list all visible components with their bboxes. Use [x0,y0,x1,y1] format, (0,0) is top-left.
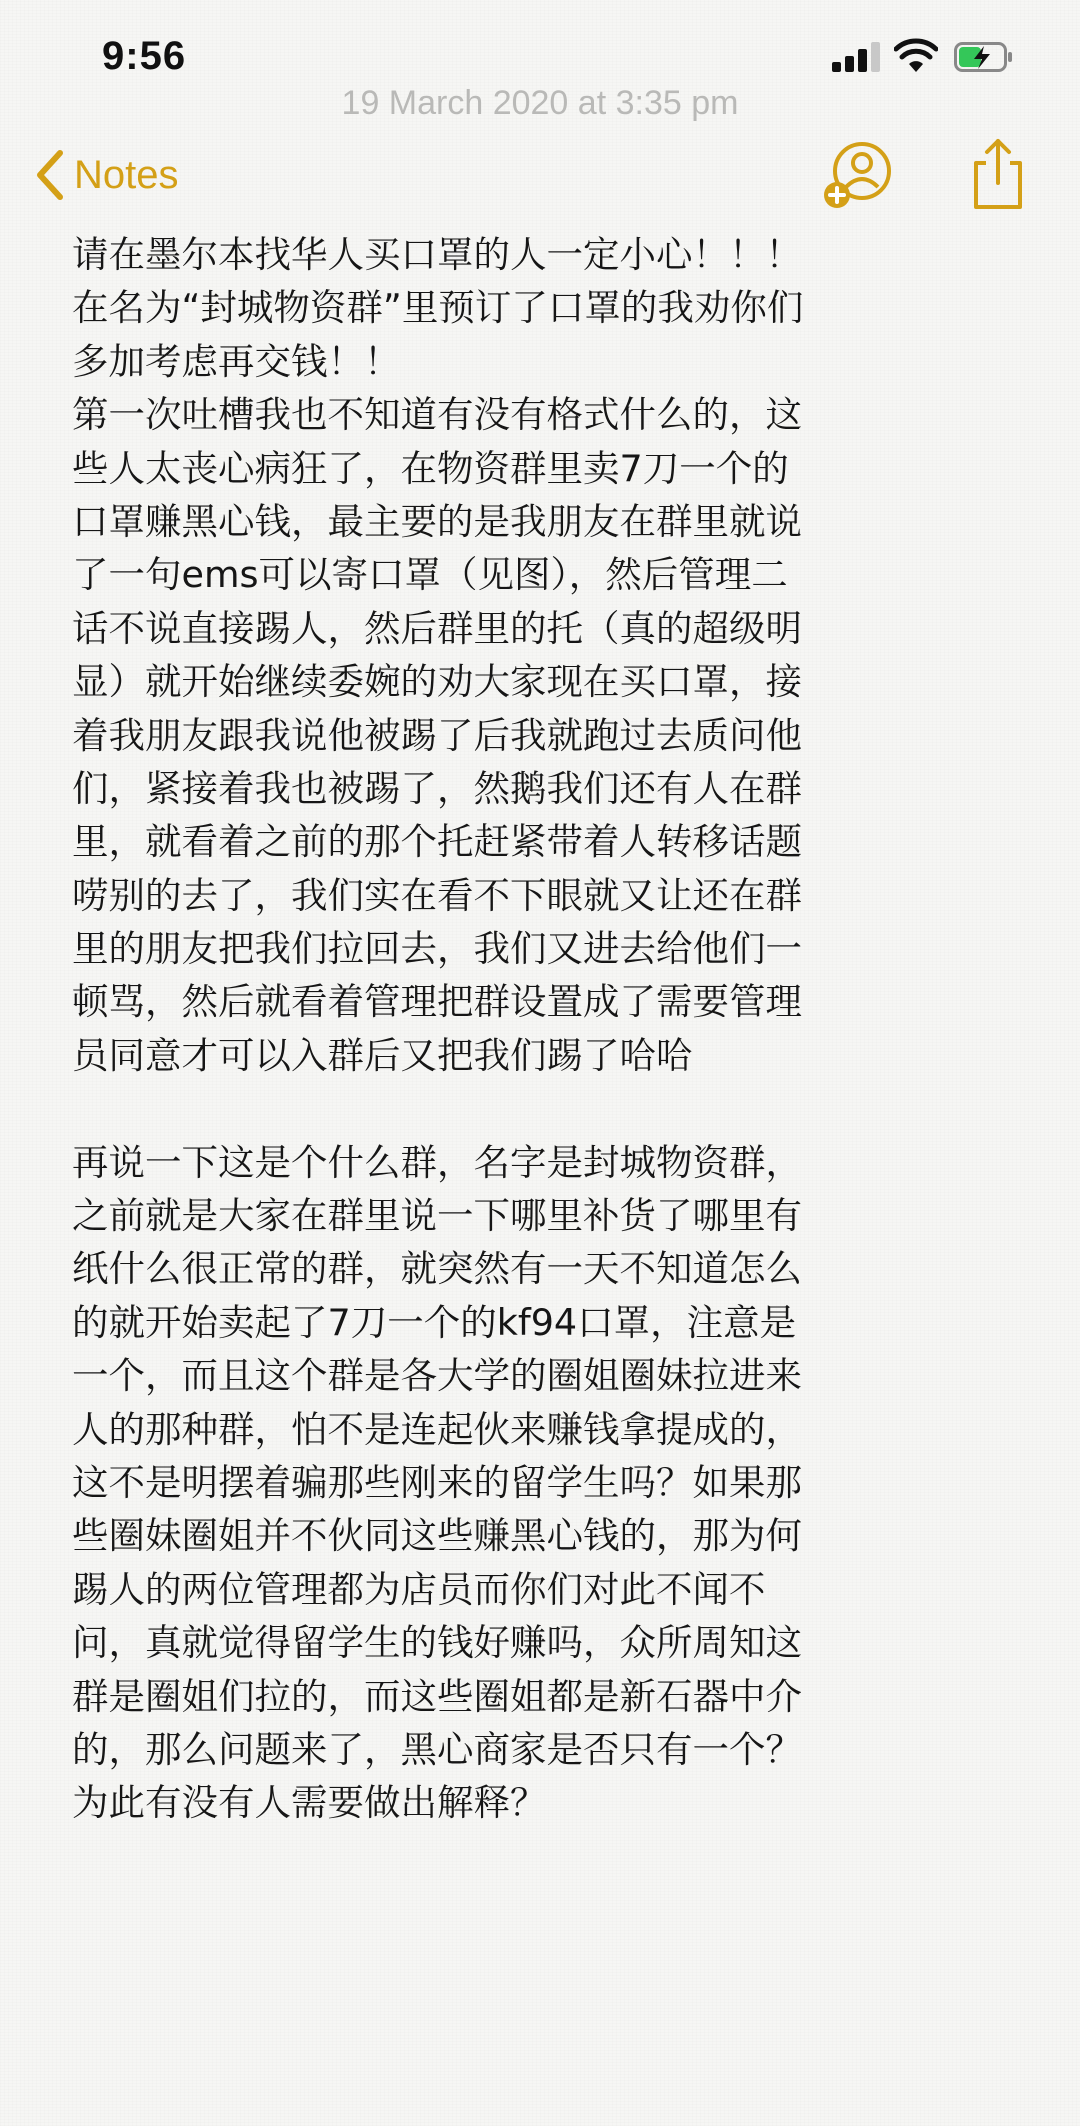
note-paragraph-1 [72,228,1012,1082]
battery-charging-icon [954,42,1014,72]
note-line: 的就开始卖起了7刀一个的kf94口罩，注意是 [72,1300,797,1344]
note-line: 着我朋友跟我说他被踢了后我就跑过去质问他 [72,713,802,757]
note-text[interactable] [72,228,1012,1830]
note-line: 唠别的去了，我们实在看不下眼就又让还在群 [72,873,802,917]
paragraph-gap [72,1082,1012,1135]
note-line: 些圈妹圈姐并不伙同这些赚黑心钱的，那为何 [72,1514,802,1558]
note-line: 问，真就觉得留学生的钱好赚吗，众所周知这 [72,1621,802,1665]
note-timestamp: 19 March 2020 at 3:35 pm [341,84,739,122]
back-label: Notes [74,152,179,197]
note-line: 纸什么很正常的群，就突然有一天不知道怎么 [72,1247,802,1291]
note-line: 显）就开始继续委婉的劝大家现在买口罩，接 [72,660,802,704]
status-bar [0,0,1080,120]
status-time: 9:56 [102,34,187,78]
note-line: 的，那么问题来了，黑心商家是否只有一个？ [72,1727,802,1771]
note-line: 话不说直接踢人，然后群里的托（真的超级明 [72,606,802,650]
note-line: 第一次吐槽我也不知道有没有格式什么的，这 [72,393,802,437]
note-line: 在名为“封城物资群”里预订了口罩的我劝你们 [72,286,804,330]
chevron-left-icon [34,149,64,201]
note-line: 之前就是大家在群里说一下哪里补货了哪里有 [72,1194,802,1238]
add-people-icon[interactable] [820,137,896,213]
note-line: 里，就看着之前的那个托赶紧带着人转移话题 [72,820,802,864]
note-line: 一个，而且这个群是各大学的圈姐圈妹拉进来 [72,1354,802,1398]
navigation-bar [0,135,1080,215]
note-line: 请在墨尔本找华人买口罩的人一定小心！！！ [72,233,802,276]
note-line: 了一句ems可以寄口罩（见图），然后管理二 [72,553,788,597]
share-icon[interactable] [968,135,1028,211]
note-line: 群是圈姐们拉的，而这些圈姐都是新石器中介 [72,1674,802,1718]
note-line: 些人太丧心病狂了，在物资群里卖7刀一个的 [72,446,789,490]
note-line: 员同意才可以入群后又把我们踢了哈哈 [72,1033,693,1077]
note-paragraph-2 [72,1136,1012,1830]
note-line: 口罩赚黑心钱，最主要的是我朋友在群里就说 [72,499,802,543]
back-button[interactable] [34,135,179,215]
wifi-icon [894,38,938,74]
note-line: 踢人的两位管理都为店员而你们对此不闻不 [72,1567,766,1611]
note-line: 这不是明摆着骗那些刚来的留学生吗？如果那 [72,1460,802,1504]
note-line: 们，紧接着我也被踢了，然鹅我们还有人在群 [72,766,802,810]
note-line: 顿骂，然后就看着管理把群设置成了需要管理 [72,980,802,1024]
cellular-signal-icon [832,42,882,72]
note-line: 为此有没有人需要做出解释？ [72,1781,547,1825]
note-line: 多加考虑再交钱！！ [72,339,401,383]
note-line: 里的朋友把我们拉回去，我们又进去给他们一 [72,927,802,971]
note-line: 再说一下这是个什么群，名字是封城物资群， [72,1140,802,1184]
note-line: 人的那种群，怕不是连起伙来赚钱拿提成的， [72,1407,802,1451]
